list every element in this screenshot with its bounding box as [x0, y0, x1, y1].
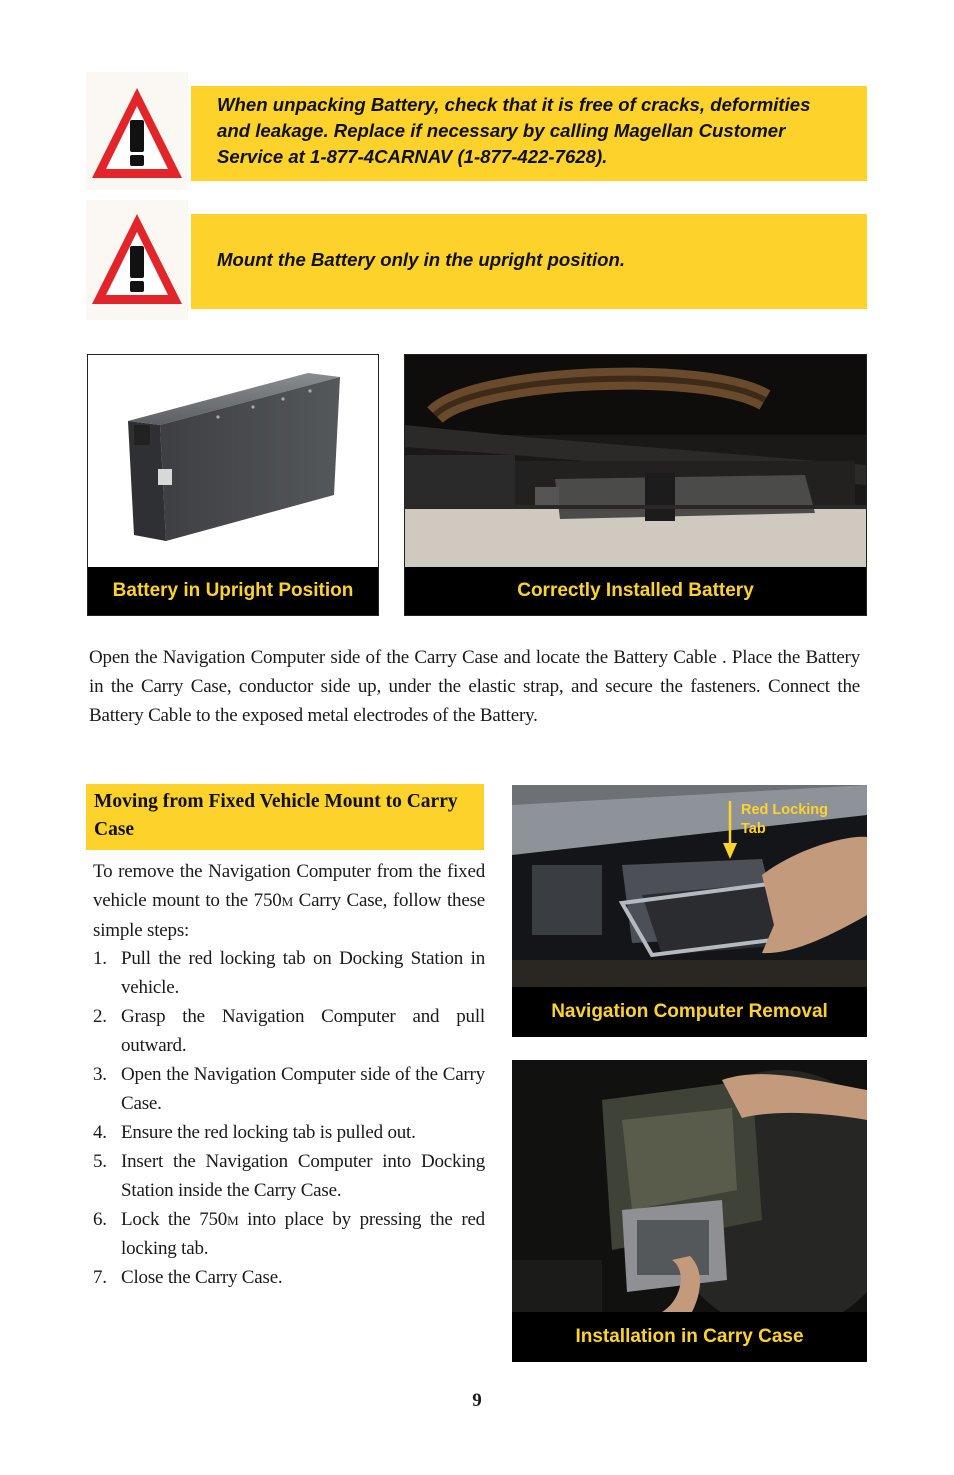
step-number: 1. — [93, 948, 107, 969]
battery-instructions-paragraph: Open the Navigation Computer side of the Carry Case and locate the Battery Cable . Place the Battery in the Carry Case, conductor side up, under the elastic strap, and secure the fasteners. Connect the Battery Cable to the exposed metal electrodes of the Battery. — [89, 647, 860, 726]
step-text: Insert the Navigation Computer into Docking Station inside the Carry Case. — [121, 1151, 485, 1201]
callout-arrow-icon — [720, 801, 740, 861]
list-item — [87, 1002, 485, 1060]
step-number: 4. — [93, 1122, 107, 1143]
step-text: Close the Carry Case. — [121, 1267, 283, 1288]
figure-caption: Navigation Computer Removal — [512, 987, 867, 1037]
step-text: Grasp the Navigation Computer and pull outward. — [121, 1006, 485, 1056]
figure-caption: Correctly Installed Battery — [405, 567, 866, 615]
page-number: 9 — [472, 1390, 482, 1411]
step-text-after: into place by pressing the red locking tab. — [121, 1209, 485, 1259]
list-item — [87, 1263, 485, 1292]
battery-upright-figure — [87, 354, 379, 616]
warning-text-2: Mount the Battery only in the upright position. — [217, 249, 626, 270]
warning-triangle-icon — [86, 72, 188, 190]
section-intro — [93, 857, 485, 945]
installed-battery-photo — [405, 355, 866, 567]
intro-text-after: Carry Case, follow these simple steps: — [93, 890, 485, 941]
list-item — [87, 944, 485, 1002]
carry-case-install-photo — [512, 1060, 867, 1312]
step-number: 5. — [93, 1151, 107, 1172]
carry-case-install-figure — [512, 1060, 867, 1362]
list-item — [87, 1205, 485, 1263]
step-number: 7. — [93, 1267, 107, 1288]
model-suffix: m — [281, 890, 293, 912]
battery-photo — [88, 355, 378, 567]
step-number: 2. — [93, 1006, 107, 1027]
nav-removal-figure — [512, 785, 867, 1037]
list-item — [87, 1147, 485, 1205]
warning-triangle-icon — [86, 200, 188, 320]
warning-icon-box-1 — [86, 72, 188, 190]
section-heading: Moving from Fixed Vehicle Mount to Carry Case — [86, 784, 484, 850]
step-number: 3. — [93, 1064, 107, 1085]
figure-caption: Battery in Upright Position — [88, 567, 378, 615]
list-item — [87, 1060, 485, 1118]
installed-battery-figure — [404, 354, 867, 616]
figure-caption: Installation in Carry Case — [512, 1312, 867, 1362]
list-item — [87, 1118, 485, 1147]
warning-text-1: When unpacking Battery, check that it is free of cracks, deformities and leakage. Replace if necessary by calling Magellan Customer Service at 1-877-4CARNAV (1-877-422-7628). — [217, 94, 811, 167]
step-text: Ensure the red locking tab is pulled out. — [121, 1122, 416, 1143]
step-text: Pull the red locking tab on Docking Station in vehicle. — [121, 948, 485, 998]
step-text: Open the Navigation Computer side of the Carry Case. — [121, 1064, 485, 1114]
model-suffix: m — [227, 1209, 239, 1230]
intro-text-before: To remove the Navigation Computer from the fixed vehicle mount to the 750 — [93, 861, 485, 912]
step-number: 6. — [93, 1209, 107, 1230]
warning-icon-box-2 — [86, 200, 188, 320]
steps-list — [87, 944, 485, 1292]
step-text-before: Lock the 750 — [121, 1209, 228, 1230]
callout-label: Red Locking Tab — [741, 802, 829, 837]
